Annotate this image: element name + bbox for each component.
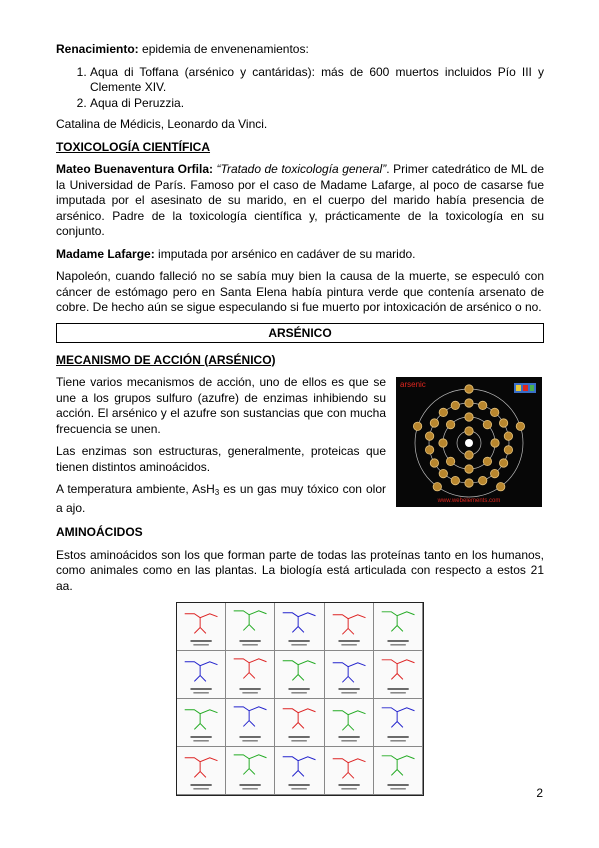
amino-acid-structure-cell (275, 747, 324, 795)
page-number: 2 (536, 786, 543, 800)
amino-acid-structure-cell (275, 603, 324, 651)
amino-acid-structure-cell (226, 747, 275, 795)
section-heading: TOXICOLOGÍA CIENTÍFICA (56, 139, 211, 154)
arsenic-atom-image (396, 377, 542, 507)
lafarge-text: imputada por arsénico en cadáver de su marido. (154, 246, 416, 261)
section-heading: AMINOÁCIDOS (56, 525, 143, 539)
mecanismo-p1: Tiene varios mecanismos de acción, uno de ellos es que se une a los grupos sulfuro (azufre) de enzimas inhibiendo su acción. El arsénico y el azufre son sustancias que con mucha frecuencia se unen. (56, 375, 386, 436)
orfila-paragraph (56, 162, 544, 240)
aminoacidos-heading (56, 525, 544, 541)
amino-acid-structure-cell (275, 699, 324, 747)
amino-acid-structure-cell (177, 747, 226, 795)
atom-shells-icon (396, 377, 542, 507)
amino-acid-structure-cell (374, 699, 423, 747)
amino-acid-structure-cell (177, 651, 226, 699)
mecanismo-heading (56, 353, 544, 369)
section-heading: MECANISMO DE ACCIÓN (ARSÉNICO) (56, 352, 276, 367)
orfila-book-title: “Tratado de toxicología general” (213, 162, 387, 176)
toxicologia-heading (56, 140, 544, 156)
lafarge-paragraph (56, 247, 544, 263)
amino-acid-structure-cell (177, 699, 226, 747)
names-paragraph: Catalina de Médicis, Leonardo da Vinci. (56, 117, 268, 131)
mecanismo-section (56, 375, 544, 523)
p3-text-a: A temperatura ambiente, AsH (56, 482, 215, 496)
renacimiento-paragraph (56, 42, 544, 58)
mecanismo-text (56, 375, 386, 523)
amino-acid-structure-cell (226, 699, 275, 747)
list-item: 2. Aqua di Peruzzia. (90, 96, 544, 112)
amino-acid-structure-cell (374, 603, 423, 651)
amino-acid-structure-cell (325, 747, 374, 795)
mecanismo-p3 (56, 482, 386, 516)
p3-text-b: es un gas muy tóxico con olor a ajo. (56, 482, 386, 515)
lafarge-label: Madame Lafarge: (56, 246, 155, 261)
list-item: 1. Aqua di Toffana (arsénico y cantáridas): más de 600 muertos incluidos Pío III y Clemente XIV. (90, 65, 544, 96)
renacimiento-label: Renacimiento: (56, 42, 139, 56)
amino-acid-structure-cell (325, 651, 374, 699)
document-page (56, 42, 544, 796)
amino-acid-structure-cell (177, 603, 226, 651)
amino-acid-structure-cell (226, 603, 275, 651)
aminoacidos-paragraph: Estos aminoácidos son los que forman parte de todas las proteínas tanto en los humanos, como animales como en las plantas. La biología está articulada con respecto a estos 21 aa. (56, 547, 544, 593)
renacimiento-text: epidemia de envenenamientos: (138, 42, 309, 56)
arsenico-box-title: ARSÉNICO (56, 323, 544, 343)
p3-subscript: 3 (214, 488, 220, 497)
poisons-list (56, 65, 544, 112)
amino-acid-structure-cell (325, 603, 374, 651)
orfila-label: Mateo Buenaventura Orfila: (56, 162, 214, 176)
amino-acid-structure-cell (275, 651, 324, 699)
amino-acid-structure-cell (374, 747, 423, 795)
amino-acid-structure-cell (374, 651, 423, 699)
mecanismo-p2: Las enzimas son estructuras, generalmente, proteicas que tienen distintos aminoácidos. (56, 444, 386, 474)
amino-acid-structure-cell (325, 699, 374, 747)
atom-image-label: arsenic (400, 380, 426, 389)
napoleon-paragraph: Napoleón, cuando falleció no se sabía muy bien la causa de la muerte, se especuló con cáncer de estómago pero en Santa Elena había pintura verde que contenía arsenato de cobre. De hecho aún se sigue especulando si fue muerto por intoxicación de arsénico o no. (56, 269, 544, 314)
amino-acid-structures-image (176, 602, 424, 796)
orfila-text: . Primer catedrático de ML de la Universidad de París. Famoso por el caso de Madame Lafarge, al poco de casarse fue imputada por el asesinato de su marido, en el cuerpo del marido había presencia de arsénico. Padre de la toxicología científica y, prácticamente de la toxicología en su conjunto. (56, 162, 544, 238)
amino-acid-structure-cell (226, 651, 275, 699)
atom-image-footer: www.webelements.com (437, 498, 501, 504)
